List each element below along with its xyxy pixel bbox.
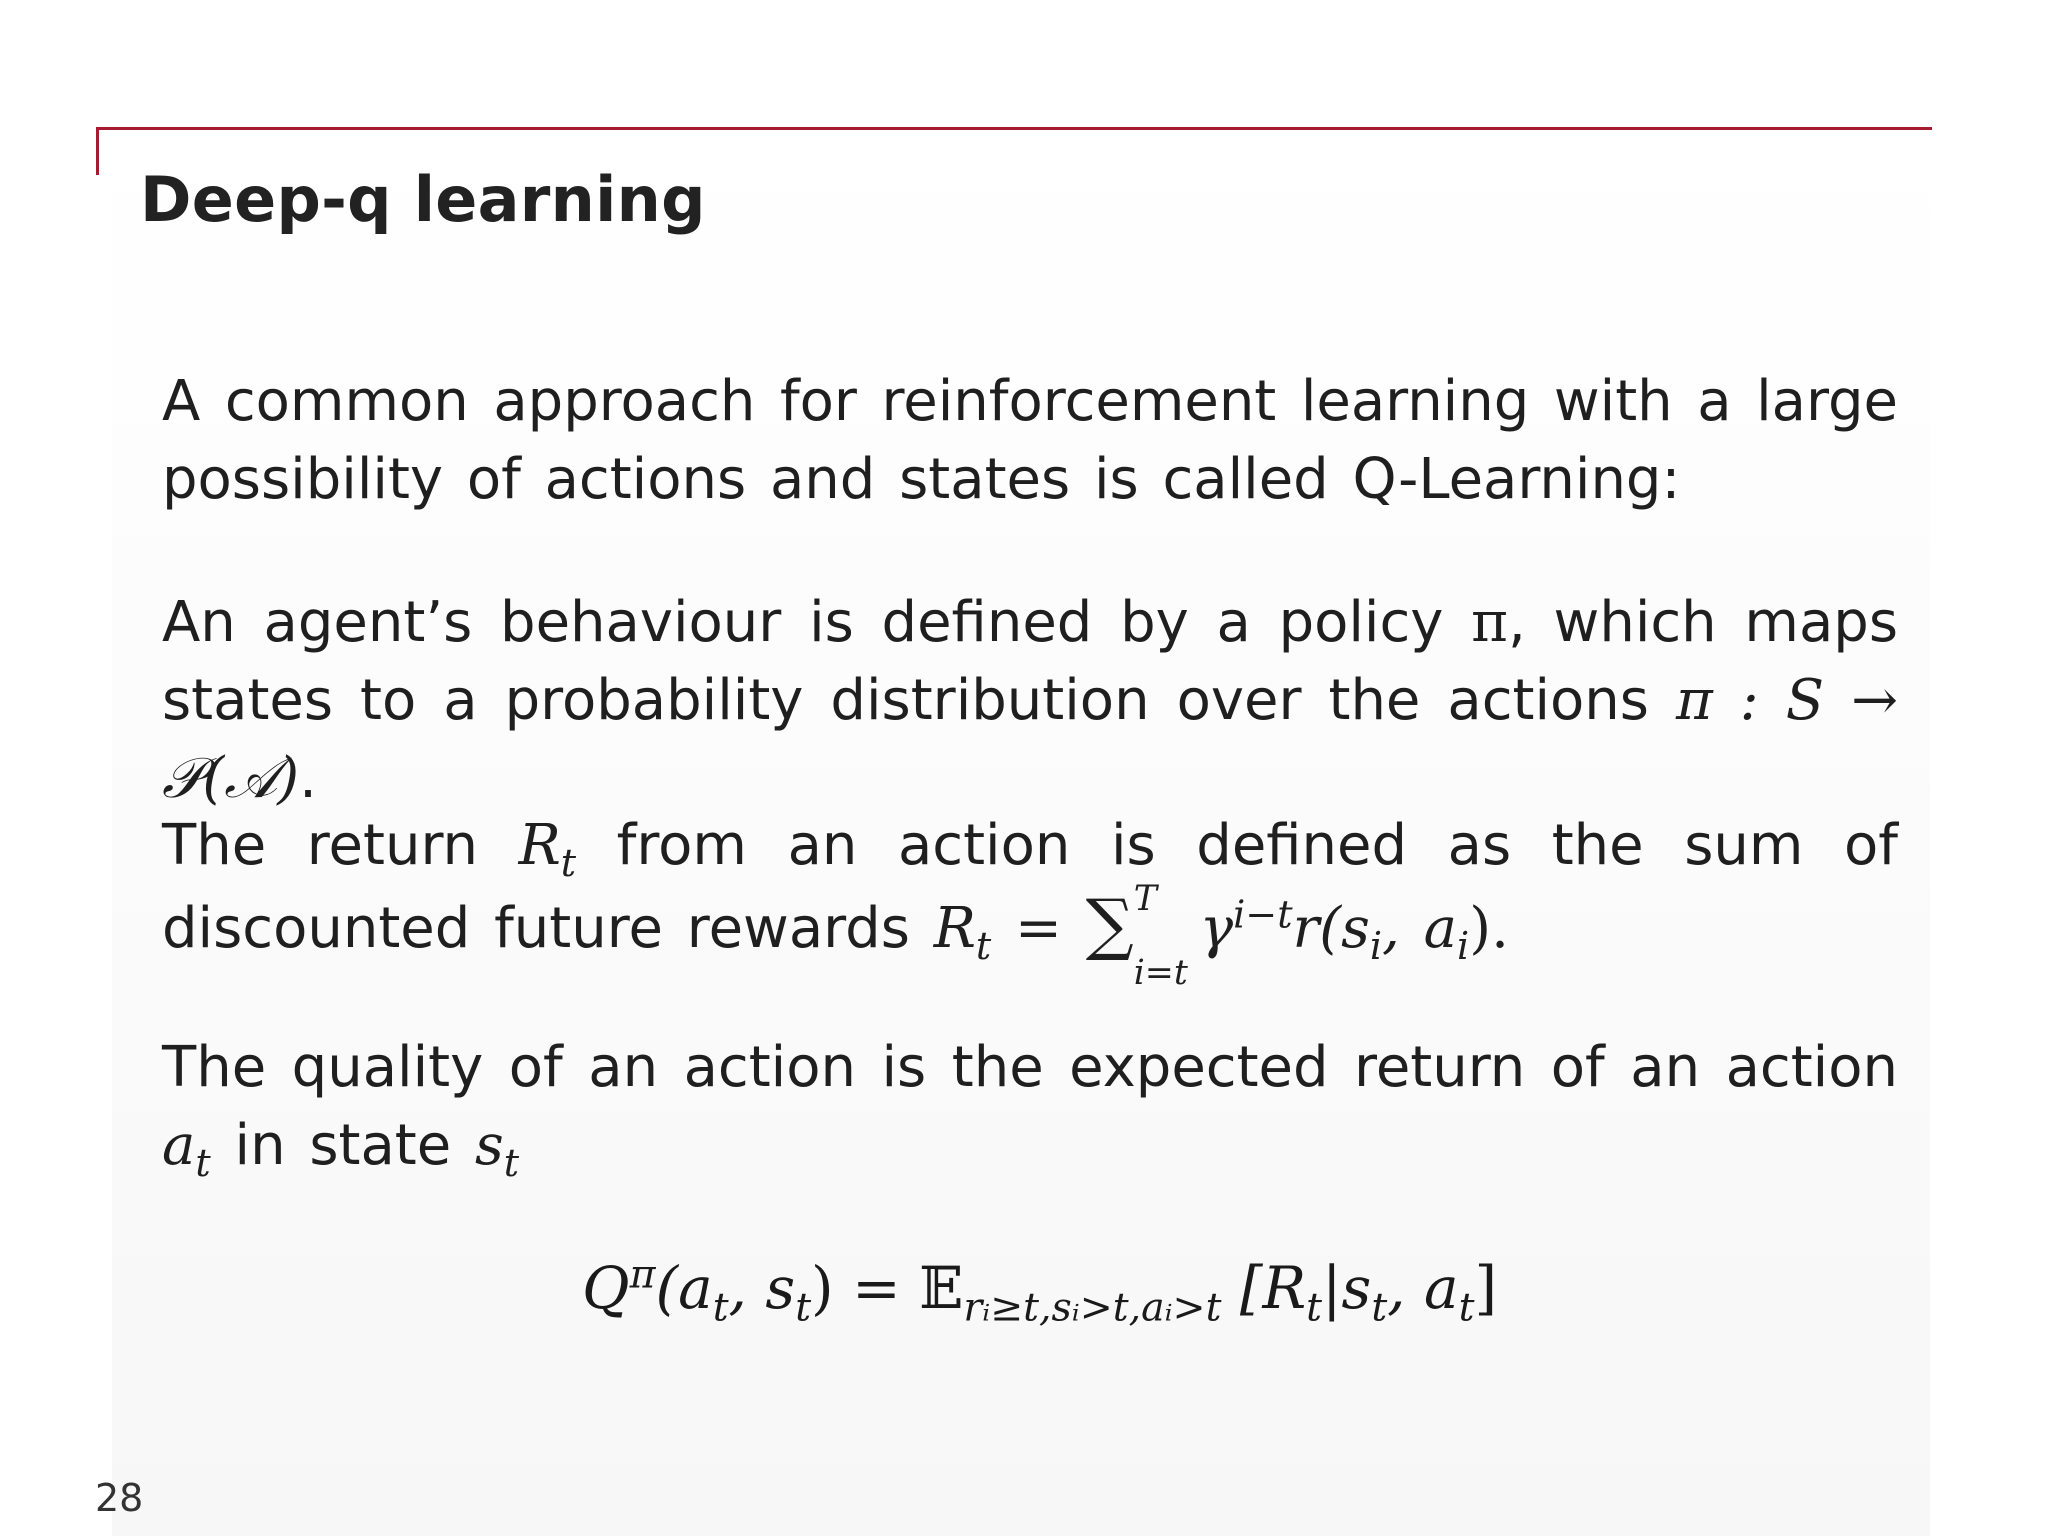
eq-args-mid: , s xyxy=(728,1254,796,1322)
action-var-sub: t xyxy=(195,1141,211,1186)
eq-comma: , a xyxy=(1387,1254,1459,1322)
q-function-equation xyxy=(582,1248,1498,1331)
paragraph-policy xyxy=(162,584,1898,818)
gamma-symbol: γ xyxy=(1199,896,1234,961)
state-var: s xyxy=(475,1113,504,1178)
title-frame-left-rule xyxy=(96,127,99,175)
sum-lower-limit: i=t xyxy=(1133,953,1188,994)
eq-expectation: 𝔼 xyxy=(919,1254,964,1322)
sum-symbol: ∑ xyxy=(1085,885,1134,963)
paragraph-q-learning-intro: A common approach for reinforcement learning with a large possibility of actions and states is called Q-Learning: xyxy=(162,369,1898,512)
page-number: 28 xyxy=(95,1476,144,1520)
reward-fn-sub2: i xyxy=(1457,924,1470,969)
policy-text-b: , which maps states to a probability distribution over the actions xyxy=(162,590,1899,733)
eq-bar: |s xyxy=(1322,1254,1372,1322)
eq-expectation-sub: rᵢ≥t,sᵢ>t,aᵢ>t xyxy=(963,1284,1222,1331)
reward-fn-close: ). xyxy=(1469,896,1509,961)
eq-args-close: ) xyxy=(811,1254,834,1322)
quality-text-b: in state xyxy=(210,1113,476,1178)
return-eq-equals: = xyxy=(991,896,1086,961)
reward-fn-open: r(s xyxy=(1292,896,1370,961)
return-eq-lhs-sub: t xyxy=(975,924,992,969)
return-text-b: from an action is defined as the sum of discounted future rewards xyxy=(162,813,1898,961)
eq-Q-sup: π xyxy=(629,1251,656,1298)
sum-limits xyxy=(1133,878,1200,994)
action-var: a xyxy=(162,1113,196,1178)
eq-args-sub2: t xyxy=(795,1284,812,1331)
slide-title: Deep-q learning xyxy=(140,163,706,236)
return-text-a: The return xyxy=(162,813,519,878)
paragraph-return xyxy=(162,807,1898,994)
return-var-sub: t xyxy=(560,841,577,886)
pi-symbol: π xyxy=(1471,590,1508,655)
eq-bracket-sub1: t xyxy=(1306,1284,1323,1331)
sum-upper-limit: T xyxy=(1133,878,1157,919)
quality-text-a: The quality of an action is the expected return of an action xyxy=(162,1035,1898,1100)
return-eq-lhs: R xyxy=(933,896,976,961)
paragraph-quality xyxy=(162,1029,1898,1185)
title-frame-top-rule xyxy=(96,127,1932,130)
policy-mapping: π : S → 𝒫(𝒜) xyxy=(162,668,1898,811)
policy-text-a: An agent’s behaviour is defined by a policy xyxy=(162,590,1472,655)
gamma-exponent: i−t xyxy=(1233,892,1293,937)
eq-args-sub1: t xyxy=(712,1284,729,1331)
eq-bracket-open: [R xyxy=(1221,1254,1307,1322)
eq-equals: = xyxy=(833,1254,920,1322)
reward-fn-sub1: i xyxy=(1369,924,1383,969)
state-var-sub: t xyxy=(503,1141,520,1186)
eq-args-open: (a xyxy=(655,1254,713,1322)
return-var-R: R xyxy=(518,813,561,878)
eq-Q: Q xyxy=(582,1254,630,1322)
eq-bracket-close: ] xyxy=(1474,1254,1498,1322)
reward-fn-mid: , a xyxy=(1382,896,1458,961)
eq-bracket-sub3: t xyxy=(1458,1284,1475,1331)
policy-end: . xyxy=(299,746,317,811)
eq-bracket-sub2: t xyxy=(1371,1284,1388,1331)
